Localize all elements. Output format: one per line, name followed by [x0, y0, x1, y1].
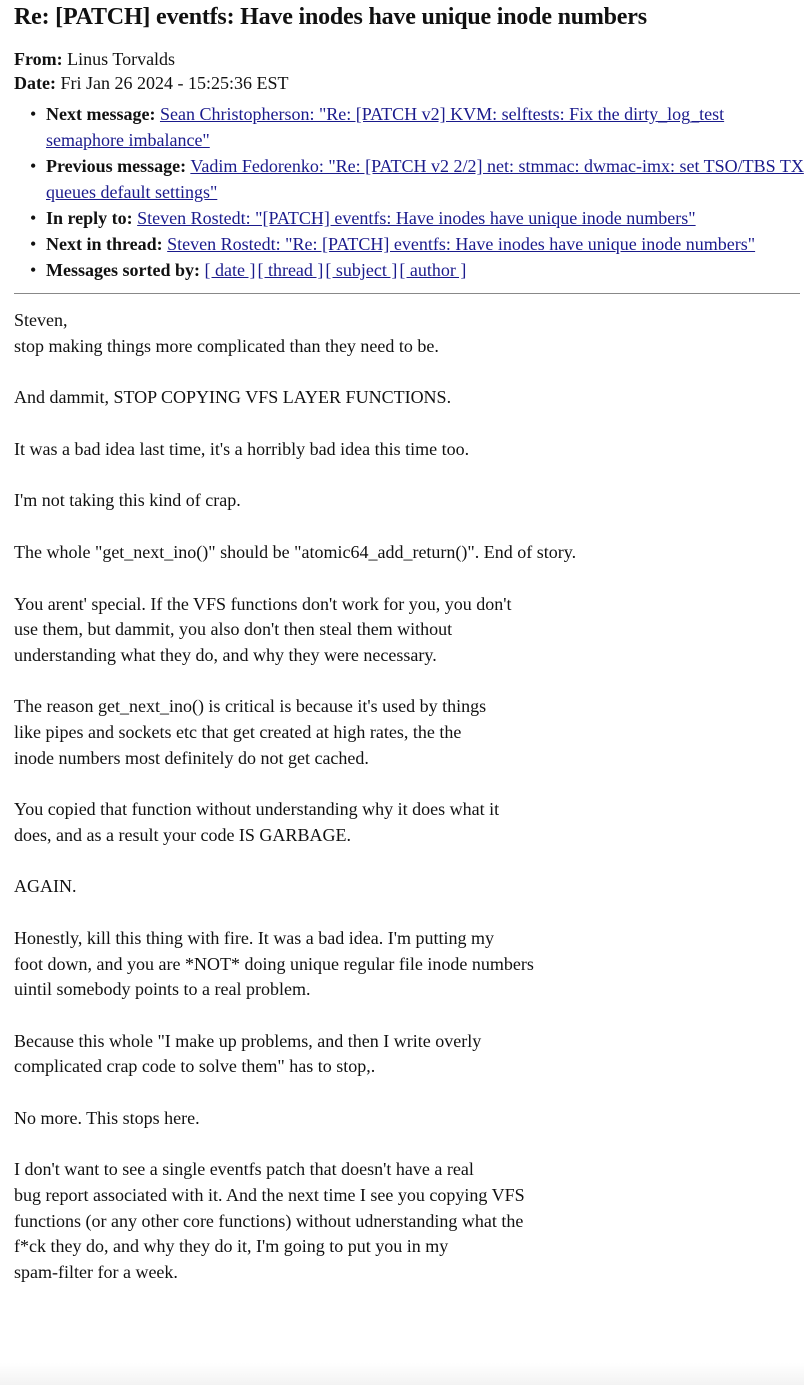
next-message-link[interactable]: Sean Christopherson: "Re: [PATCH v2] KVM: selftests: Fix the dirty_log_test semaphore imbalance" [46, 104, 725, 150]
date-value: Fri Jan 26 2024 - 15:25:36 EST [60, 73, 289, 93]
message-paragraph: And dammit, STOP COPYING VFS LAYER FUNCTIONS. [14, 387, 452, 408]
message-paragraph: No more. This stops here. [14, 1107, 200, 1128]
from-value: Linus Torvalds [67, 49, 176, 69]
bullet-icon: • [30, 156, 37, 176]
nav-item-next-message [30, 101, 804, 153]
message-paragraph: Because this whole "I make up problems, and then I write overly complicated crap code to solve them" has to stop,. [14, 1030, 482, 1077]
bullet-icon: • [30, 260, 37, 280]
next-in-thread-link[interactable]: Steven Rostedt: "Re: [PATCH] eventfs: Have inodes have unique inode numbers" [167, 234, 756, 254]
message-paragraph-greeting: Steven, stop making things more complicated than they need to be. [14, 310, 439, 356]
sort-by-author-link[interactable]: [ author ] [399, 260, 467, 280]
bullet-icon: • [30, 208, 37, 228]
sort-by-subject-link[interactable]: [ subject ] [325, 260, 398, 280]
next-message-label: Next message: [46, 104, 156, 124]
message-title: Re: [PATCH] eventfs: Have inodes have unique inode numbers [14, 4, 647, 30]
date-row [14, 71, 804, 95]
from-label: From: [14, 49, 63, 69]
message-paragraph: You copied that function without understanding why it does what it does, and as a result your code IS GARBAGE. [14, 799, 500, 845]
message-paragraph: I don't want to see a single eventfs patch that doesn't have a real bug report associated with it. And the next time I see you copying VFS functions (or any other core functions) without udnerstanding what the f*ck they do, and why they do it, I'm going to put you in my spam-filter for a week. [14, 1159, 525, 1282]
message-header [14, 47, 804, 95]
in-reply-to-link[interactable]: Steven Rostedt: "[PATCH] eventfs: Have inodes have unique inode numbers" [137, 208, 696, 228]
message-paragraph: Honestly, kill this thing with fire. It was a bad idea. I'm putting my foot down, and you are *NOT* doing unique regular file inode numbers uintil somebody points to a real problem. [14, 927, 534, 1000]
nav-item-sorted-by [30, 257, 804, 283]
sort-by-thread-link[interactable]: [ thread ] [257, 260, 324, 280]
message-paragraph: I'm not taking this kind of crap. [14, 490, 241, 511]
message-paragraph: The reason get_next_ino() is critical is because it's used by things like pipes and sockets etc that get created at high rates, the the inode numbers most definitely do not get cached. [14, 696, 487, 768]
sorted-by-label: Messages sorted by: [46, 260, 200, 280]
message-paragraph: The whole "get_next_ino()" should be "atomic64_add_return()". End of story. [14, 541, 577, 562]
nav-item-previous-message [30, 153, 804, 205]
in-reply-to-label: In reply to: [46, 208, 133, 228]
previous-message-link[interactable]: Vadim Fedorenko: "Re: [PATCH v2 2/2] net: stmmac: dwmac-imx: set TSO/TBS TX queues default settings" [46, 156, 804, 202]
page-bottom-edge [0, 1363, 804, 1385]
date-label: Date: [14, 73, 56, 93]
next-in-thread-label: Next in thread: [46, 234, 163, 254]
header-divider [14, 293, 800, 294]
navigation-list [14, 101, 804, 283]
nav-item-in-reply-to [30, 205, 804, 231]
message-paragraph: It was a bad idea last time, it's a horribly bad idea this time too. [14, 438, 470, 459]
nav-item-next-in-thread [30, 231, 804, 257]
bullet-icon: • [30, 234, 37, 254]
bullet-icon: • [30, 104, 37, 124]
sort-by-date-link[interactable]: [ date ] [204, 260, 256, 280]
message-paragraph: You arent' special. If the VFS functions don't work for you, you don't use them, but dammit, you also don't then steal them without understanding what they do, and why they were necessary. [14, 593, 512, 665]
message-paragraph: AGAIN. [14, 876, 77, 897]
previous-message-label: Previous message: [46, 156, 187, 176]
from-row [14, 47, 804, 71]
message-body [14, 308, 804, 1285]
